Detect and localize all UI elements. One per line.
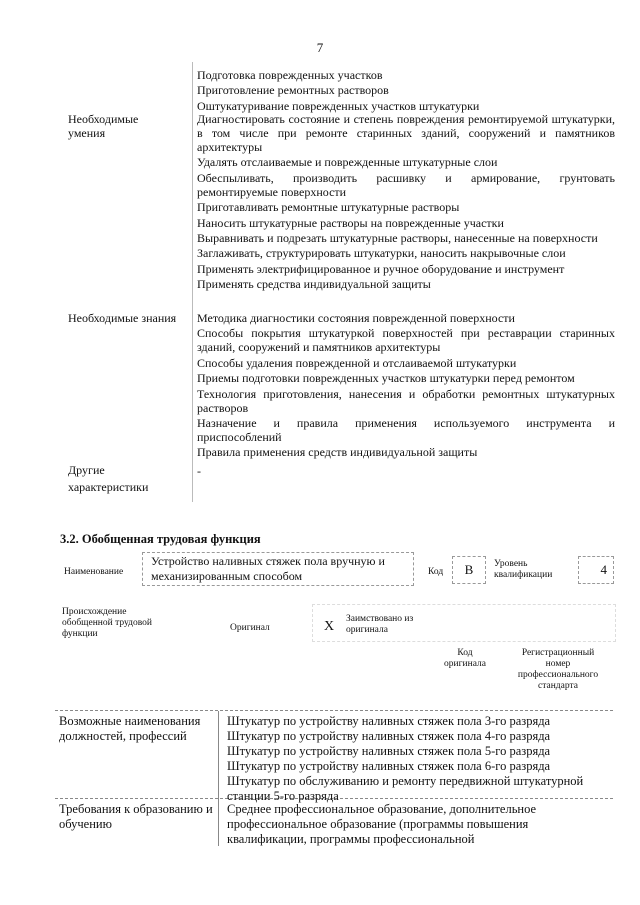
original-label: Оригинал <box>230 623 270 633</box>
list-item: Штукатур по устройству наливных стяжек пола 3-го разряда <box>227 714 551 728</box>
list-item: Штукатур по устройству наливных стяжек пола 5-го разряда <box>227 744 551 758</box>
code-value: В <box>464 562 474 577</box>
code-label: Код <box>428 567 444 577</box>
name-value: Устройство наливных стяжек пола вручную и механизированным способом <box>151 554 385 583</box>
list-item: Приготовление ремонтных растворов <box>197 83 389 98</box>
list-item: Удалять отслаиваемые и поврежденные штукатурные слои <box>197 155 498 170</box>
list-item: Применять электрифицированное и ручное оборудование и инструмент <box>197 261 565 276</box>
list-item: Технология приготовления, нанесения и обработки ремонтных штукатурных растворов <box>197 386 615 415</box>
section-title: 3.2. Обобщенная трудовая функция <box>60 532 261 546</box>
original-mark: X <box>324 619 335 634</box>
list-item: Выравнивать и подрезать штукатурные растворы, нанесенные на поверхности <box>197 230 598 245</box>
positions-list <box>227 714 609 804</box>
level-field <box>578 556 614 584</box>
skills-list <box>197 112 615 293</box>
list-item: Назначение и правила применения используемого инструмента и приспособлений <box>197 415 615 444</box>
orig-code-label: Код оригинала <box>444 648 486 669</box>
list-item: Обеспыливать, производить расшивку и армирование, грунтовать ремонтируемые поверхности <box>197 170 615 199</box>
list-item: Способы удаления поврежденной и отслаиваемой штукатурки <box>197 355 517 370</box>
list-item: Подготовка поврежденных участков <box>197 68 383 82</box>
other-value: - <box>197 464 201 478</box>
education-label: Требования к образованию и обучению <box>59 802 213 831</box>
reg-number-label: Регистрационный номер профессионального стандарта <box>517 648 599 691</box>
positions-table <box>55 710 613 846</box>
list-item: Штукатур по устройству наливных стяжек пола 4-го разряда <box>227 729 551 743</box>
list-item: Способы покрытия штукатуркой поверхностей при реставрации старинных зданий, сооружений и памятников архитектуры <box>197 326 615 355</box>
name-field <box>142 552 414 586</box>
knowledge-list <box>197 311 615 461</box>
education-value: Среднее профессиональное образование, дополнительное профессиональное образование (программы повышения квалификации, программы профессиональной <box>227 802 537 846</box>
other-label: Другие характеристики <box>68 463 149 494</box>
name-label: Наименование <box>64 567 124 577</box>
list-item: Применять средства индивидуальной защиты <box>197 277 431 292</box>
list-item: Заглаживать, структурировать штукатурки, наносить накрывочные слои <box>197 246 566 261</box>
list-item: Правила применения средств индивидуальной защиты <box>197 445 478 460</box>
level-value: 4 <box>600 562 607 577</box>
page-number: 7 <box>316 40 324 55</box>
table-divider <box>192 62 193 502</box>
list-item: Диагностировать состояние и степень повреждения ремонтируемой штукатурки, в том числе при ремонте старинных зданий, сооружений и памятников архитектуры <box>197 112 615 154</box>
level-label: Уровень квалификации <box>494 559 553 580</box>
list-item: Штукатур по обслуживанию и ремонту передвижной штукатурной станции 5-го разряда <box>227 774 584 803</box>
list-item: Оштукатуривание поврежденных участков штукатурки <box>197 98 480 113</box>
knowledge-label: Необходимые знания <box>68 311 177 325</box>
borrowed-label: Заимствовано из оригинала <box>346 614 414 635</box>
intro-list <box>197 68 615 114</box>
code-field <box>452 556 486 584</box>
list-item: Наносить штукатурные растворы на поврежденные участки <box>197 215 504 230</box>
list-item: Штукатур по устройству наливных стяжек пола 6-го разряда <box>227 759 551 773</box>
skills-label: Необходимые умения <box>68 112 139 140</box>
list-item: Приготавливать ремонтные штукатурные растворы <box>197 200 460 215</box>
origin-label: Происхождение обобщенной трудовой функции <box>62 607 152 639</box>
list-item: Методика диагностики состояния поврежденной поверхности <box>197 311 515 325</box>
table-divider <box>218 711 219 846</box>
positions-label: Возможные наименования должностей, профессий <box>59 714 201 743</box>
list-item: Приемы подготовки поврежденных участков штукатурки перед ремонтом <box>197 371 575 386</box>
